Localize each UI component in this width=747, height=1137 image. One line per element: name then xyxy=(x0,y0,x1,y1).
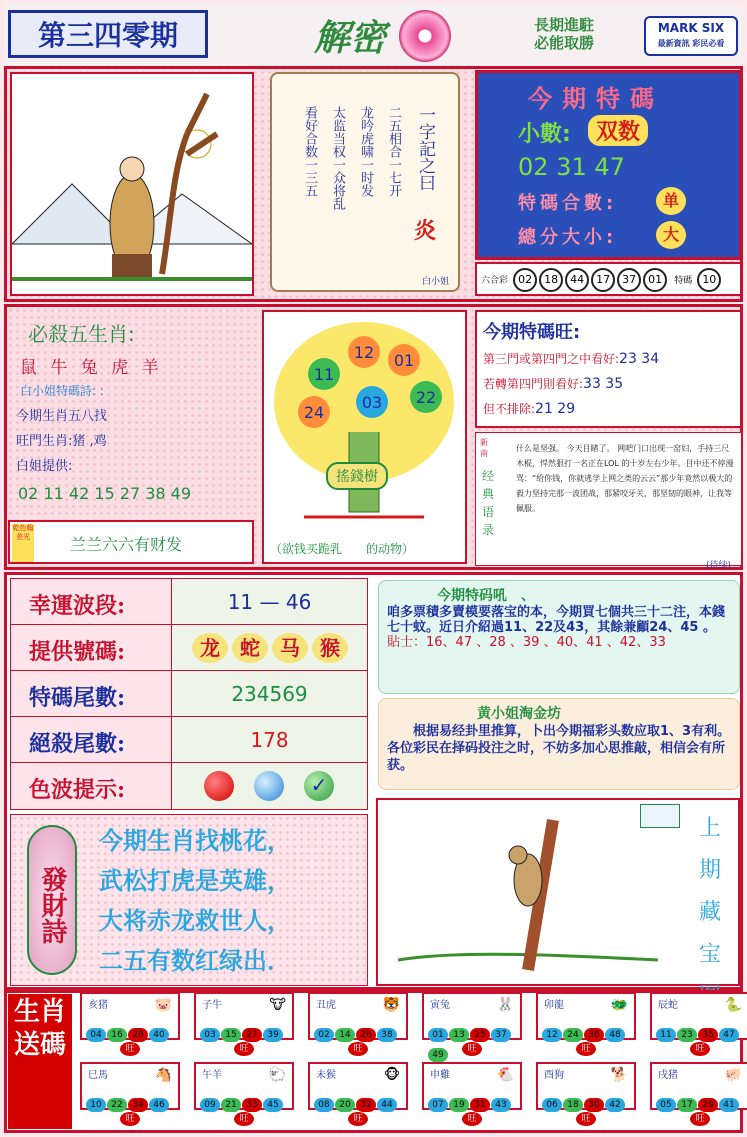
facai-lines xyxy=(99,821,291,981)
zodiac-name: 亥猪 xyxy=(88,1000,108,1011)
tema-title: 今期特碼 xyxy=(528,85,664,113)
facai-line: 大将赤龙救世人， xyxy=(99,907,291,935)
zodiac-ball: 08 xyxy=(314,1098,334,1112)
zodiac-ball: 13 xyxy=(449,1028,469,1042)
money-tree xyxy=(264,312,465,532)
huang-title: 黄小姐淘金坊 xyxy=(477,706,561,722)
kou-box xyxy=(378,580,740,694)
kou-text: 咱多票積多賣模要落宝的本，今期買七個共三十二注，本錢七十蚊。近日介紹過11、22及43，其餘兼顧24、45 。 xyxy=(387,605,726,635)
scroll-col-1: 二五相合一七开 xyxy=(386,106,401,197)
monkey-picture xyxy=(378,800,678,980)
zodiac-ball: 23 xyxy=(677,1028,697,1042)
zodiac-card xyxy=(422,992,522,1060)
liuhe-ball: 17 xyxy=(591,268,615,292)
facai-line: 武松打虎是英雄， xyxy=(99,867,291,895)
tree-sign: 搖錢樹 xyxy=(326,462,388,490)
liuhe-balls xyxy=(513,268,669,287)
zodiac-ball: 45 xyxy=(263,1098,283,1112)
liuhe-row xyxy=(475,262,742,296)
tmw-box xyxy=(475,310,742,428)
zodiac-balls xyxy=(314,1022,398,1042)
jingdian-text: 什么是坚强。 今天目睹了。 网吧门口出现一窑妇，手持三尺木棍，悍然狠打一名正在LOL 的十岁左右少年。目中还不停漫骂：“给你钱，你就逃学上网之类的云云”那少年竟然以极大的毅力坚持完那一波团战，那紧咬牙关，那坚韧的眼神，让我等佩服。 xyxy=(516,444,734,513)
zodiac-ball: 31 xyxy=(470,1098,490,1112)
red-wave-icon xyxy=(204,771,234,801)
fafa-tag: 乾色翰差光 xyxy=(12,524,34,562)
tree-ball-label: 22 xyxy=(415,388,437,407)
zodiac-ball: 11 xyxy=(656,1028,676,1042)
zodiac-ball: 27 xyxy=(242,1028,262,1042)
zodiac-balls xyxy=(542,1022,626,1042)
zodiac-ball: 09 xyxy=(200,1098,220,1112)
tmw-l3: 但不排除: xyxy=(483,402,536,416)
zodiac-balls xyxy=(656,1092,740,1112)
r4-label: 絕殺尾數: xyxy=(11,717,171,763)
zodiac-card xyxy=(536,992,636,1040)
liuhe-ball: 37 xyxy=(617,268,641,292)
zodiac-balls xyxy=(428,1092,512,1112)
zodiac-ball: 05 xyxy=(656,1098,676,1112)
r5-label: 色波提示: xyxy=(11,763,171,809)
zodiac-animal-icon: 🐮 xyxy=(269,997,286,1013)
r3-value: 234569 xyxy=(171,671,367,717)
zodiac-animal-icon: 🐯 xyxy=(382,997,400,1013)
scroll-word: 炎 xyxy=(414,219,437,244)
zodiac-name: 申雞 xyxy=(430,1070,450,1081)
zodiac-ball: 41 xyxy=(719,1098,739,1112)
zodiac-ball: 47 xyxy=(719,1028,739,1042)
zodiac-balls xyxy=(314,1092,398,1112)
zodiac-name: 酉狗 xyxy=(544,1070,564,1081)
tree-ball-label: 12 xyxy=(353,343,375,362)
liuhe-ball: 02 xyxy=(513,268,537,292)
zodiac-ball: 43 xyxy=(491,1098,511,1112)
bisha-line1: 今期生肖五八找 xyxy=(16,409,108,424)
zodiac-name: 午羊 xyxy=(202,1070,222,1081)
zodiac-ball: 04 xyxy=(86,1028,106,1042)
facai-line: 二五有数红绿出． xyxy=(99,947,291,975)
sticker-icon xyxy=(640,804,680,828)
header-bar xyxy=(4,4,743,66)
zodiac-animal-icon: 🐕 xyxy=(610,1067,628,1083)
zodiac-balls xyxy=(86,1092,170,1112)
liuhe-ball: 18 xyxy=(539,268,563,292)
zodiac-animal-icon: 🐴 xyxy=(154,1067,172,1083)
zodiac-ball: 37 xyxy=(491,1028,511,1042)
zodiac-ball: 20 xyxy=(335,1098,355,1112)
tree-ball-label: 01 xyxy=(393,351,415,370)
animal-chip: 龙 xyxy=(192,633,228,663)
liuhe-ball: 44 xyxy=(565,268,589,292)
r2-values xyxy=(171,625,367,671)
zodiac-ball: 19 xyxy=(449,1098,469,1112)
baotu-title: 上期藏宝 xyxy=(698,816,721,967)
zodiac-balls xyxy=(86,1022,170,1042)
poem-scroll xyxy=(270,72,460,292)
zodiac-name: 未猴 xyxy=(316,1070,336,1081)
poem-label: 白小姐特碼詩: : xyxy=(20,384,104,398)
zodiac-animal-icon: 🐵 xyxy=(383,1067,400,1083)
zodiac-ball: 24 xyxy=(563,1028,583,1042)
zodiac-animal-icon: 🐍 xyxy=(724,997,742,1013)
zodiac-name: 子牛 xyxy=(202,1000,222,1011)
zodiac-ball: 46 xyxy=(149,1098,169,1112)
fafa-box xyxy=(8,520,254,564)
zodiac-card xyxy=(308,1062,408,1110)
small-value: 双数 xyxy=(588,115,648,146)
animal-chip: 猴 xyxy=(312,633,348,663)
zodiac-ball: 34 xyxy=(128,1098,148,1112)
zodiac-ball: 12 xyxy=(542,1028,562,1042)
scroll-col-3: 太监当权一众将乱 xyxy=(330,106,345,210)
tmw-title: 今期特碼旺: xyxy=(483,322,581,343)
zodiac-ball: 25 xyxy=(470,1028,490,1042)
zodiac-card xyxy=(194,992,294,1040)
wang-badge: 旺 xyxy=(576,1042,596,1056)
zodiac-balls xyxy=(656,1022,740,1042)
jingdian-side: 经典语录 xyxy=(482,469,495,537)
size-value: 大 xyxy=(656,221,686,249)
zodiac-animal-icon: 🐰 xyxy=(496,997,514,1013)
color-wave xyxy=(171,763,367,809)
tmw-v2: 33 35 xyxy=(583,376,624,392)
te-label: 特碼 xyxy=(674,276,693,286)
zodiac-ball: 22 xyxy=(107,1098,127,1112)
zodiac-card xyxy=(650,992,747,1040)
r2-label: 提供號碼: xyxy=(11,625,171,671)
zodiac-ball: 16 xyxy=(107,1028,127,1042)
zodiac-ball: 39 xyxy=(263,1028,283,1042)
zodiac-ball: 26 xyxy=(356,1028,376,1042)
zodiac-ball: 01 xyxy=(428,1028,448,1042)
animal-chip: 马 xyxy=(272,633,308,663)
baotu-box xyxy=(376,798,740,986)
zodiac-ball: 33 xyxy=(242,1098,262,1112)
bisha-nums: 02 11 42 15 27 38 49 xyxy=(18,484,192,503)
wang-badge: 旺 xyxy=(576,1112,596,1126)
slogan: 長期進駐 必能取勝 xyxy=(534,16,595,52)
zodiac-card xyxy=(422,1062,522,1110)
tree-ball-label: 11 xyxy=(313,365,335,384)
zodiac-ball: 28 xyxy=(128,1028,148,1042)
bisha-title: 必殺五生肖: xyxy=(28,322,135,346)
zodiac-name: 卯龍 xyxy=(544,1000,564,1011)
jingdian-link[interactable]: (待续) xyxy=(706,561,732,571)
wang-badge: 旺 xyxy=(120,1112,140,1126)
jiemi-logo: 解密 xyxy=(314,18,387,59)
facai-line: 今期生肖找桃花， xyxy=(99,827,291,855)
scroll-sign: 白小姐 xyxy=(422,277,450,287)
zodiac-card xyxy=(80,992,180,1040)
zodiac-ball: 02 xyxy=(314,1028,334,1042)
jingdian-side2: 新南 xyxy=(480,438,488,458)
wang-badge: 旺 xyxy=(690,1112,710,1126)
wang-badge: 旺 xyxy=(348,1042,368,1056)
r4-value: 178 xyxy=(171,717,367,763)
zodiac-animal-icon: 🐷 xyxy=(154,997,172,1013)
tmw-v1: 23 34 xyxy=(619,351,660,367)
zodiac-animal-icon: 🐲 xyxy=(610,997,628,1013)
zodiac-title: 生肖送碼 xyxy=(8,994,72,1129)
tmw-l2: 若轉第四門則看好: xyxy=(483,377,584,391)
zodiac-name: 寅兔 xyxy=(430,1000,450,1011)
zodiac-balls xyxy=(200,1022,284,1042)
zodiac-animal-icon: 🐖 xyxy=(724,1067,742,1083)
zodiac-ball: 15 xyxy=(221,1028,241,1042)
huang-text: 根据易经卦里推算，卜出今期福彩头数应取1、3有利。各位彩民在择码投注之时，不妨多加心思推敲，相信会有所获。 xyxy=(387,724,731,773)
zodiac-ball: 06 xyxy=(542,1098,562,1112)
bisha-box xyxy=(10,310,254,515)
r1-value: 11 — 46 xyxy=(171,579,367,625)
zodiac-ball: 36 xyxy=(584,1028,604,1042)
zodiac-ball: 38 xyxy=(377,1028,397,1042)
liuhe-label: 六合彩 xyxy=(481,276,509,286)
zodiac-ball: 17 xyxy=(677,1098,697,1112)
zodiac-ball: 07 xyxy=(428,1098,448,1112)
tree-box xyxy=(262,310,467,564)
bisha-line3: 白姐提供: xyxy=(16,459,73,474)
bisha-animals: 鼠 牛 兔 虎 羊 xyxy=(20,358,163,378)
bisha-line2: 旺門生肖:猪 ,鸡 xyxy=(16,434,107,449)
tmw-v3: 21 29 xyxy=(535,401,576,417)
wang-badge: 旺 xyxy=(462,1042,482,1056)
tree-ball-label: 24 xyxy=(303,403,325,422)
size-label: 總分大小: xyxy=(518,227,618,248)
wang-badge: 旺 xyxy=(234,1042,254,1056)
disc-icon xyxy=(399,10,451,62)
zodiac-ball: 10 xyxy=(86,1098,106,1112)
tmw-l1: 第三門或第四門之中看好: xyxy=(483,352,620,366)
zodiac-card xyxy=(536,1062,636,1110)
facai-box xyxy=(10,814,368,986)
zodiac-card xyxy=(650,1062,747,1110)
zodiac-animal-icon: 🐔 xyxy=(496,1067,514,1083)
wang-badge: 旺 xyxy=(234,1112,254,1126)
scroll-col-2: 龙吟虎啸一时发 xyxy=(358,106,373,197)
zodiac-name: 丑虎 xyxy=(316,1000,336,1011)
zodiac-balls xyxy=(542,1092,626,1112)
te-ball: 10 xyxy=(697,268,721,292)
zodiac-ball: 14 xyxy=(335,1028,355,1042)
zodiac-balls xyxy=(200,1092,284,1112)
facai-badge: 發財詩 xyxy=(27,825,77,975)
zodiac-ball: 18 xyxy=(563,1098,583,1112)
wang-badge: 旺 xyxy=(462,1112,482,1126)
r1-label: 幸運波段: xyxy=(11,579,171,625)
zodiac-card xyxy=(194,1062,294,1110)
sage-drawing xyxy=(12,74,252,294)
heshu-value: 单 xyxy=(656,187,686,215)
fafa-text: 兰兰六六有财发 xyxy=(70,535,183,554)
huang-box xyxy=(378,698,740,790)
zodiac-card xyxy=(80,1062,180,1110)
zodiac-card xyxy=(308,992,408,1040)
small-label: 小數: xyxy=(518,122,571,147)
sage-illustration xyxy=(10,72,254,296)
zodiac-name: 巳馬 xyxy=(88,1070,108,1081)
blue-wave-icon xyxy=(254,771,284,801)
zodiac-ball: 29 xyxy=(698,1098,718,1112)
zodiac-ball: 03 xyxy=(200,1028,220,1042)
kou-title: 今期特码吼 、 xyxy=(437,588,535,604)
tree-ball-label: 03 xyxy=(361,393,383,412)
marksix-logo: MARK SIX 最新資訊 彩民必看 xyxy=(644,16,738,56)
zodiac-ball: 32 xyxy=(356,1098,376,1112)
zodiac-name: 辰蛇 xyxy=(658,1000,678,1011)
zodiac-ball: 48 xyxy=(605,1028,625,1042)
zodiac-ball: 30 xyxy=(584,1098,604,1112)
kou-tip: 貼士：16、47 、28 、39 、40、41 、42、33 xyxy=(387,635,666,650)
wang-badge: 旺 xyxy=(690,1042,710,1056)
zodiac-name: 戌猪 xyxy=(658,1070,678,1081)
zodiac-ball: 35 xyxy=(698,1028,718,1042)
jingdian-box xyxy=(475,432,742,566)
scroll-col-4: 看好合数一三五 xyxy=(302,106,317,197)
wang-badge: 旺 xyxy=(120,1042,140,1056)
liuhe-ball: 01 xyxy=(643,268,667,292)
zodiac-ball: 44 xyxy=(377,1098,397,1112)
zodiac-ball: 42 xyxy=(605,1098,625,1112)
zodiac-ball: 49 xyxy=(428,1048,448,1062)
zodiac-ball: 40 xyxy=(149,1028,169,1042)
zodiac-animal-icon: 🐑 xyxy=(268,1067,286,1083)
check-icon: ✓ xyxy=(304,771,334,801)
animal-chip: 蛇 xyxy=(232,633,268,663)
tree-caption: （欲钱买跪乳 的动物） xyxy=(270,542,415,556)
scroll-heading: 一字記之曰 xyxy=(415,106,435,191)
tema-nums: 02 31 47 xyxy=(518,153,625,181)
r3-label: 特碼尾數: xyxy=(11,671,171,717)
info-table xyxy=(10,578,368,810)
period-title: 第三四零期 xyxy=(8,10,208,58)
heshu-label: 特碼合數: xyxy=(518,193,618,214)
zodiac-ball: 21 xyxy=(221,1098,241,1112)
tema-box xyxy=(475,70,742,260)
wang-badge: 旺 xyxy=(348,1112,368,1126)
